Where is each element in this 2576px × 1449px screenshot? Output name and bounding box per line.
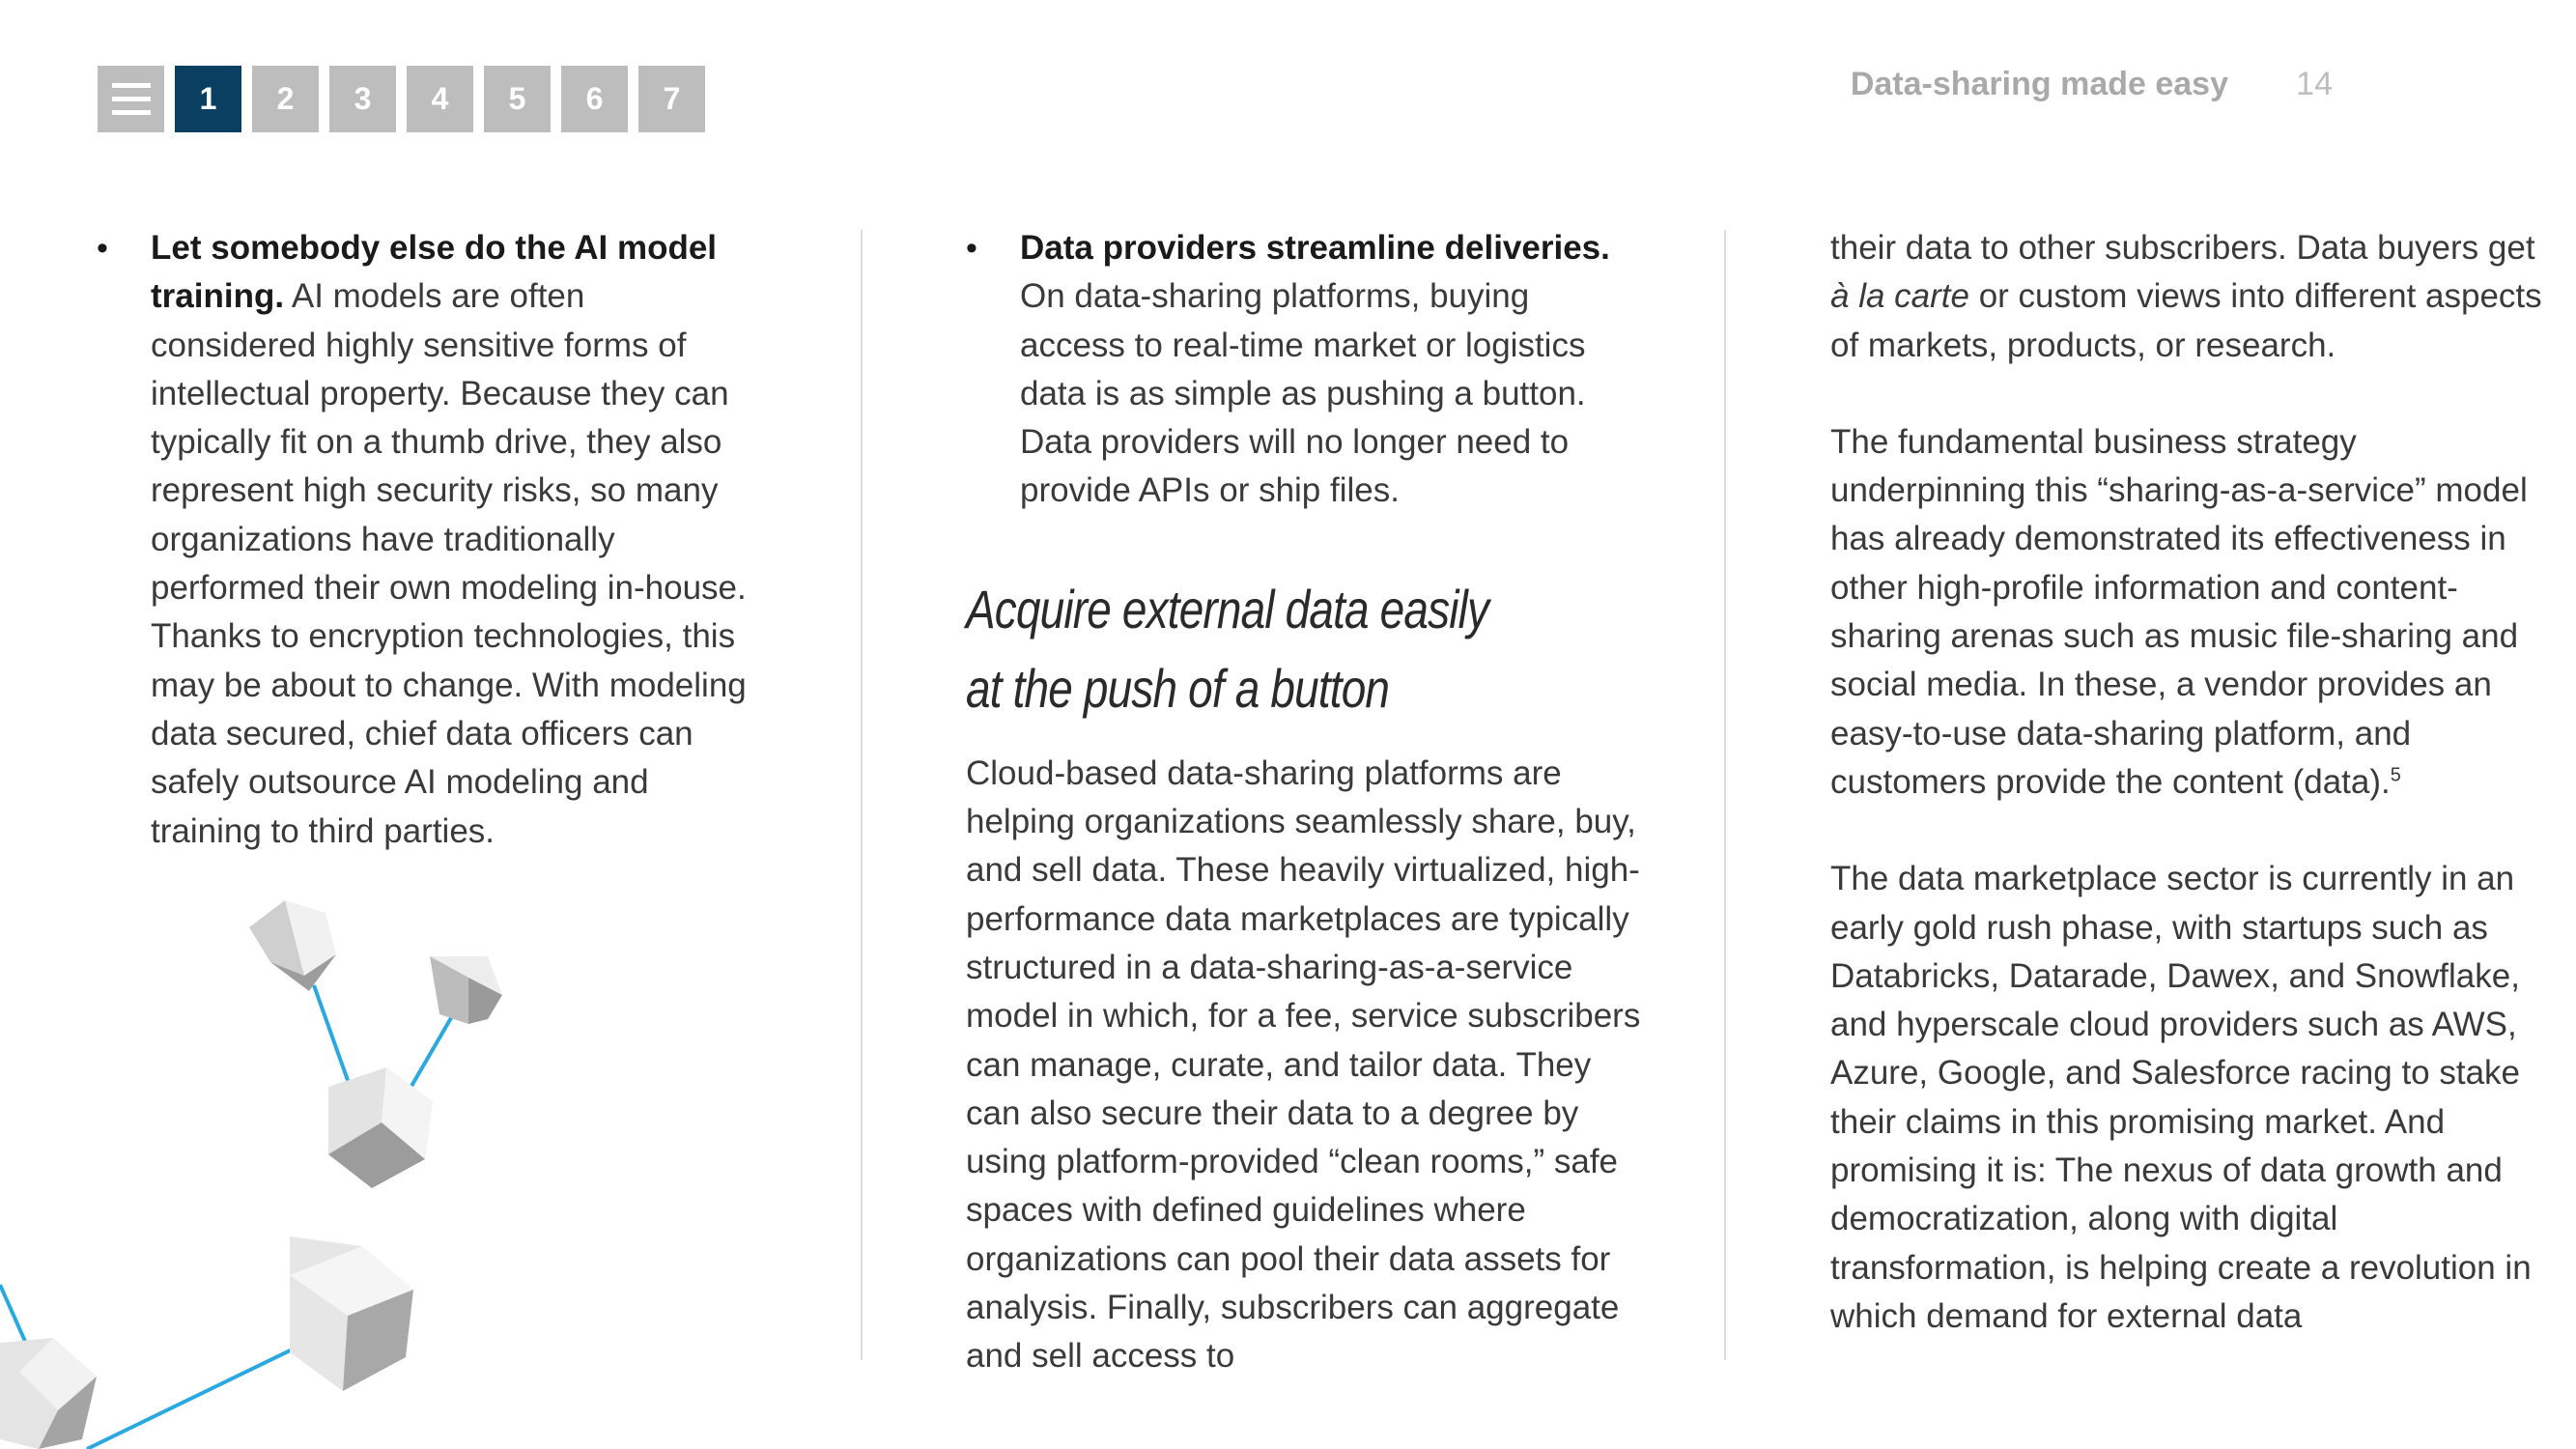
cube-icon: [0, 1338, 97, 1449]
cube-icon: [430, 956, 502, 1024]
cube-icon: [328, 1067, 433, 1188]
text-run: their data to other subscribers. Data buyers get: [1830, 229, 2535, 267]
hamburger-menu-icon: [112, 83, 151, 115]
text-run: or custom views into different aspects of markets, products, or research.: [1830, 277, 2542, 364]
body-paragraph-1: [1830, 224, 2545, 370]
column-2: [966, 224, 1642, 1381]
subheading-line-1: Acquire external data easily: [966, 578, 1489, 639]
bullet-paragraph: [151, 224, 759, 856]
bullet: •: [966, 230, 977, 267]
page-tab-3[interactable]: 3: [329, 66, 396, 132]
subheading-line-2: at the push of a button: [966, 657, 1390, 719]
body-paragraph-2: [1830, 418, 2545, 807]
page-number: 14: [2296, 66, 2333, 102]
text-run: The fundamental business strategy underpinning this “sharing-as-a-service” model has already demonstrated its effectiveness in other high-profile information and content-sharing arenas such as music file-sharing and social media. In these, a vendor provides an easy-to-use data-sharing platform, and customers provide the content (data).: [1830, 422, 2528, 801]
bullet-text: On data-sharing platforms, buying access to real-time market or logistics data is as simple as pushing a button. Data providers will no longer need to provide APIs or ship files.: [1020, 277, 1586, 510]
section-title: Data-sharing made easy: [1850, 66, 2228, 102]
bullet-block: [966, 224, 1642, 516]
page-tab-7[interactable]: 7: [638, 66, 705, 132]
subheading: [966, 570, 1615, 728]
column-1: [97, 224, 759, 856]
page-tab-1[interactable]: 1: [175, 66, 241, 132]
body-paragraph-3: The data marketplace sector is currently in an early gold rush phase, with startups such as Databricks, Datarade, Dawex, and Snowflake, and hyperscale cloud providers such as AWS, Azure, Google, and Salesforce racing to stake their claims in this promising market. And promising it is: The nexus of data growth and democratization, along with digital transformation, is helping create a revolution in which demand for external data: [1830, 860, 2532, 1335]
column-divider: [1724, 230, 1726, 1360]
page-tab-6[interactable]: 6: [561, 66, 628, 132]
cube-icon: [249, 900, 336, 991]
body-paragraph: Cloud-based data-sharing platforms are helping organizations seamlessly share, buy, and sell data. These heavily virtualized, high-performance data marketplaces are typically structured in a data-sharing-as-a-service model in which, for a fee, service subscribers can manage, curate, and tailor data. They can also secure their data to a degree by using platform-provided “clean rooms,” safe spaces with defined guidelines where organizations can pool their data assets for analysis. Finally, subscribers can aggregate and sell access to: [966, 753, 1641, 1376]
page-navigation: [98, 66, 705, 132]
cube-icon: [290, 1236, 413, 1391]
bullet: •: [97, 230, 108, 267]
page-tab-2[interactable]: 2: [252, 66, 319, 132]
footnote-ref: 5: [2390, 764, 2401, 786]
menu-button[interactable]: [98, 66, 164, 132]
bullet-lead: Let somebody else do the AI model training.: [151, 229, 718, 316]
cube-network-illustration: [0, 869, 541, 1449]
column-3: [1830, 224, 2545, 1341]
column-divider: [861, 230, 863, 1360]
page-tab-5[interactable]: 5: [484, 66, 551, 132]
bullet-text: AI models are often considered highly sensitive forms of intellectual property. Because they can typically fit on a thumb drive, they also represent high security risks, so many organizations have traditionally performed their own modeling in-house. Thanks to encryption technologies, this may be about to change. With modeling data secured, chief data officers can safely outsource AI modeling and training to third parties.: [151, 277, 747, 850]
page-tab-4[interactable]: 4: [407, 66, 473, 132]
bullet-paragraph: [1020, 224, 1642, 516]
italic-run: à la carte: [1830, 277, 1969, 316]
bullet-lead: Data providers streamline deliveries.: [1020, 229, 1610, 267]
